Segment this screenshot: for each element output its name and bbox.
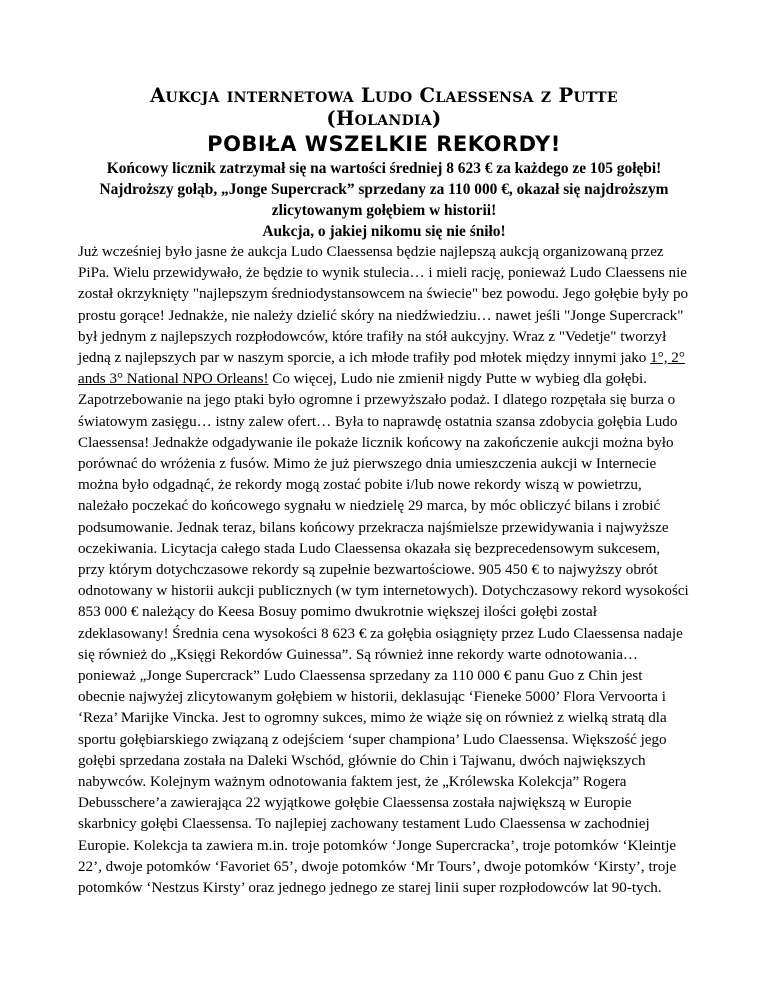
subtitle-line-2: Najdroższy gołąb, „Jonge Supercrack” sprzedany za 110 000 €, okazał się najdroższym <box>99 181 669 198</box>
subtitle-line-3: zlicytowanym gołębiem w historii! <box>271 202 497 219</box>
title-line-1: Aukcja internetowa Ludo Claessensa z Putte <box>150 84 618 107</box>
orleans-results-link[interactable]: 1°, 2° ands 3° National NPO Orleans! <box>78 350 685 388</box>
subtitle-line-1: Końcowy licznik zatrzymał się na wartości średniej 8 623 € za każdego ze 105 gołębi! <box>106 160 662 177</box>
body-paragraph <box>78 242 690 899</box>
section-heading: Aukcja, o jakiej nikomu się nie śniło! <box>262 223 506 240</box>
document-page <box>78 84 690 899</box>
title-line-3: POBIŁA WSZELKIE REKORDY! <box>207 132 561 156</box>
title-line-2: (Holandia) <box>326 107 442 130</box>
body-text-part-1: Już wcześniej było jasne że aukcja Ludo Claessensa będzie najlepszą aukcją organizowaną przez PiPa. Wielu przewidywało, że będzie to wynik stulecia… i mieli rację, ponieważ Ludo Claessens nie został okrzyknięty "najlepszym średniodystansowcem na świecie" bez powodu. Jego gołębie były po prostu gorące! Jednakże, nie należy dzielić skóry na niedźwiedziu… nawet jeśli "Jonge Supercrack" był jednym z najlepszych rozpłodowców, które trafiły na stół aukcyjny. Wraz z "Vedetje" tworzył jedną z najlepszych par w naszym sporcie, a ich młode trafiły pod młotek między innymi jako <box>78 244 689 367</box>
body-text-part-2: Co więcej, Ludo nie zmienił nigdy Putte w wybieg dla gołębi. Zapotrzebowanie na jego ptaki było ogromne i przewyższało podaż. I dlatego rozpętała się burza o światowym zasięgu… istny zalew ofert… Była to naprawdę ostatnia szansa zdobycia gołębia Ludo Claessensa! Jednakże odgadywanie ile pokaże licznik końcowy na zakończenie aukcji można było porównać do wróżenia z fusów. Mimo że już pierwszego dnia umieszczenia aukcji w Internecie można było odgadnąć, że rekordy mogą zostać pobite i/lub nowe rekordy wiszą w powietrzu, należało poczekać do końcowego sygnału w niedzielę 29 marca, by móc obliczyć bilans i zrobić podsumowanie. Jednak teraz, bilans końcowy przekracza najśmielsze przewidywania i najwyższe oczekiwania. Licytacja całego stada Ludo Claessensa okazała się bezprecedensowym sukcesem, przy którym dotychczasowe rekordy są zupełnie bezwartościowe. 905 450 € to najwyższy obrót odnotowany w historii aukcji publicznych (w tym internetowych). Dotychczasowy rekord wysokości 853 000 € należący do Keesa Bosuy pomimo dwukrotnie większej ilości gołębi został zdeklasowany! Średnia cena wysokości 8 623 € za gołębia osiągnięty przez Ludo Claessensa nadaje się również do „Księgi Rekordów Guinessa”. Są również inne rekordy warte odnotowania… ponieważ „Jonge Supercrack” Ludo Claessensa sprzedany za 110 000 € panu Guo z Chin jest obecnie najwyżej zlicytowanym gołębiem w historii, deklasując ‘Fieneke 5000’ Flora Vervoorta i ‘Reza’ Marijke Vincka. Jest to ogromny sukces, mimo że wiąże się on również z wielką stratą dla sportu gołębiarskiego związaną z odejściem ‘super championa’ Ludo Claessensa. Większość jego gołębi sprzedana została na Daleki Wschód, głównie do Chin i Tajwanu, dwóch największych nabywców. Kolejnym ważnym odnotowania faktem jest, że „Królewska Kolekcja” Rogera Debusschere’a zawierająca 22 wyjątkowe gołębie Claessensa została największą w Europie skarbnicy gołębi Claessensa. To najlepiej zachowany testament Ludo Claessensa w zachodniej Europie. Kolekcja ta zawiera m.in. troje potomków ‘Jonge Supercracka’, troje potomków ‘Kleintje 22’, dwoje potomków ‘Favoriet 65’, dwoje potomków ‘Mr Tours’, dwoje potomków ‘Kirsty’, troje potomków ‘Nestzus Kirsty’ oraz jednego jednego ze starej linii super rozpłodowców lat 90-tych. <box>78 371 689 897</box>
